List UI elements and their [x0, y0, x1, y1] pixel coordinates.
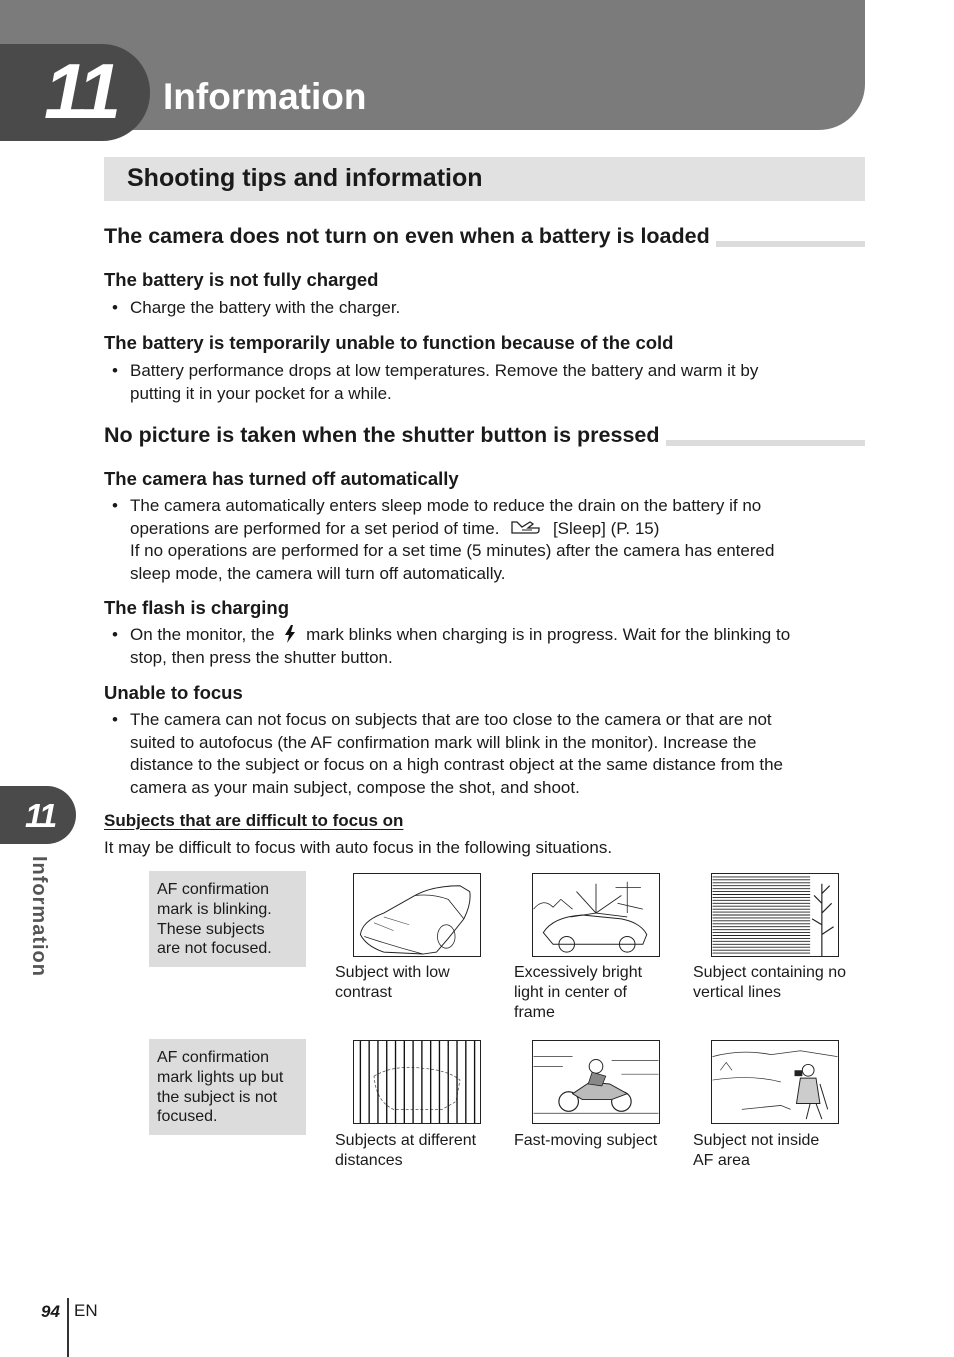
af-note-box: AF confirmation mark is blinking. These subjects are not focused.: [149, 871, 306, 967]
bright-light-car-illustration: [532, 873, 660, 957]
difficult-subjects-intro: It may be difficult to focus with auto focus in the following situations.: [104, 838, 613, 857]
af-note-box: AF confirmation mark lights up but the subject is not focused.: [149, 1039, 306, 1135]
section-title: Shooting tips and information: [127, 164, 483, 192]
item-heading: The battery is not fully charged: [104, 269, 379, 290]
photographer-off-center-illustration: [711, 1040, 839, 1124]
item-heading: Unable to focus: [104, 682, 243, 703]
difficult-subjects-heading: Subjects that are difficult to focus on: [104, 811, 404, 830]
side-chapter-number: 11: [25, 797, 56, 834]
subject-caption: Subject with low contrast: [335, 964, 450, 1001]
chapter-title: Information: [163, 76, 367, 117]
item-heading: The flash is charging: [104, 597, 290, 618]
subject-caption: Subject not inside AF area: [693, 1132, 820, 1169]
reference-hand-icon: [508, 520, 542, 536]
topic-title: No picture is taken when the shutter button is pressed: [104, 424, 666, 448]
low-contrast-car-illustration: [353, 873, 481, 957]
flash-icon: [283, 625, 297, 643]
subject-caption: Subject containing no vertical lines: [693, 964, 846, 1001]
topic-title: The camera does not turn on even when a battery is loaded: [104, 225, 716, 249]
item-heading: The battery is temporarily unable to function because of the cold: [104, 332, 674, 353]
page-language: EN: [74, 1301, 98, 1320]
subject-caption: Excessively bright light in center of frame: [514, 964, 643, 1021]
horizontal-lines-illustration: [711, 873, 839, 957]
subject-caption: Subjects at different distances: [335, 1132, 477, 1169]
chapter-number: 11: [44, 47, 117, 135]
item-heading: The camera has turned off automatically: [104, 468, 459, 489]
caged-tiger-illustration: [353, 1040, 481, 1124]
page-number: 94: [41, 1302, 60, 1321]
motorcycle-illustration: [532, 1040, 660, 1124]
subject-caption: Fast-moving subject: [514, 1132, 658, 1149]
side-chapter-label: Information: [28, 856, 50, 977]
page-separator: [67, 1298, 69, 1357]
